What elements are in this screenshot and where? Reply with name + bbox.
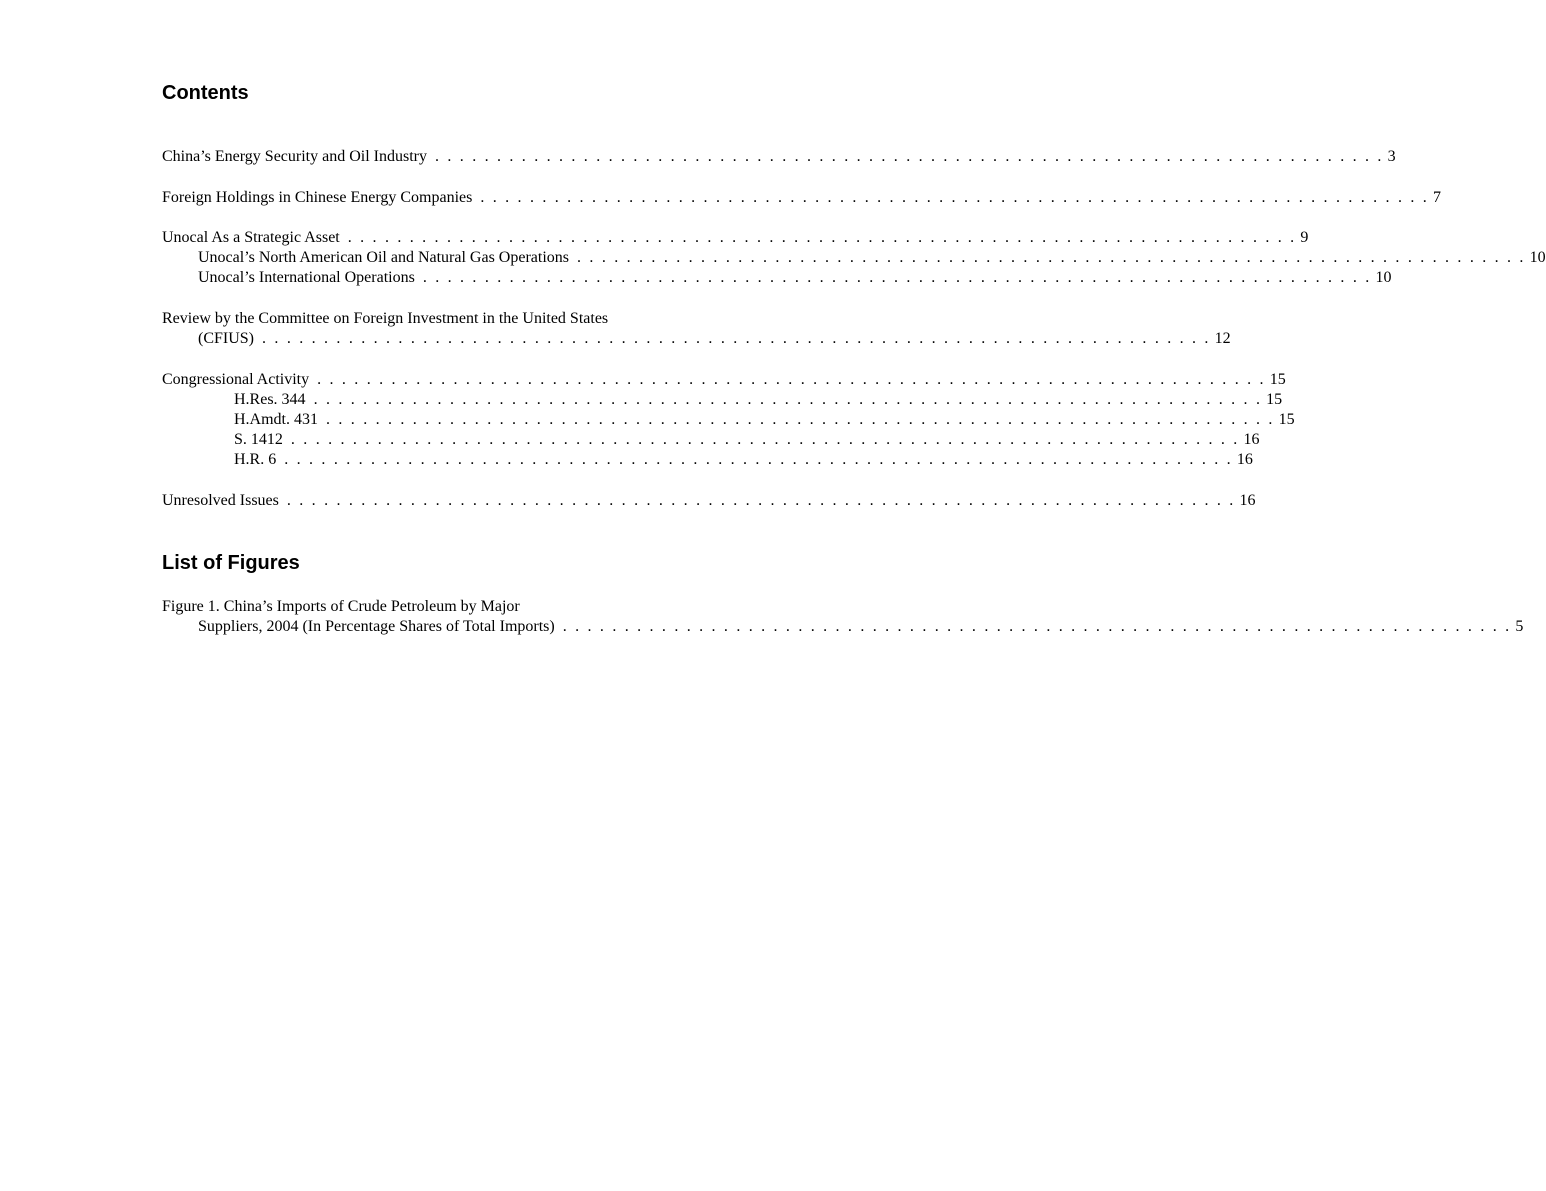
dot-leader: . . . . . . . . . . . . . . . . . . . . . . . . . . . . . . . . . . . . . . . . . . . . . . . . . . . . . . . . . . . . . . . . . . . . . . . . . . . . .: [284, 451, 1233, 468]
dot-leader: . . . . . . . . . . . . . . . . . . . . . . . . . . . . . . . . . . . . . . . . . . . . . . . . . . . . . . . . . . . . . . . . . . . . . . . . . . . . .: [422, 269, 1372, 286]
toc-entry[interactable]: [162, 188, 1441, 208]
toc-entry-label: (CFIUS): [198, 330, 255, 347]
figure-entry-first-line[interactable]: Figure 1. China’s Imports of Crude Petroleum by Major: [162, 598, 520, 615]
toc-entry[interactable]: [162, 147, 1396, 167]
toc-entry-label: Unresolved Issues: [162, 492, 279, 509]
toc-subentry[interactable]: [234, 450, 1253, 470]
figure-entry-label: Suppliers, 2004 (In Percentage Shares of Total Imports): [198, 618, 555, 635]
toc-page-number: 3: [1387, 148, 1396, 165]
toc-entry-label: Foreign Holdings in Chinese Energy Companies: [162, 189, 473, 206]
dot-leader: . . . . . . . . . . . . . . . . . . . . . . . . . . . . . . . . . . . . . . . . . . . . . . . . . . . . . . . . . . . . . . . . . . . . . . . . . . . . .: [286, 492, 1236, 509]
dot-leader: . . . . . . . . . . . . . . . . . . . . . . . . . . . . . . . . . . . . . . . . . . . . . . . . . . . . . . . . . . . . . . . . . . . . . . . . . . . . .: [577, 249, 1526, 266]
toc-page-number: 15: [1278, 411, 1295, 428]
toc-page-number: 16: [1239, 492, 1256, 509]
toc-entry-label: Unocal As a Strategic Asset: [162, 229, 340, 246]
dot-leader: . . . . . . . . . . . . . . . . . . . . . . . . . . . . . . . . . . . . . . . . . . . . . . . . . . . . . . . . . . . . . . . . . . . . . . . . . . . . .: [435, 148, 1384, 165]
dot-leader: . . . . . . . . . . . . . . . . . . . . . . . . . . . . . . . . . . . . . . . . . . . . . . . . . . . . . . . . . . . . . . . . . . . . . . . . . . . . .: [347, 229, 1297, 246]
toc-entry-label: Unocal’s International Operations: [198, 269, 415, 286]
toc-entry-label: H.R. 6: [234, 451, 277, 468]
toc-page-number: 10: [1529, 249, 1546, 266]
figures-heading: List of Figures: [162, 552, 300, 574]
toc-page-number: 16: [1236, 451, 1253, 468]
dot-leader: . . . . . . . . . . . . . . . . . . . . . . . . . . . . . . . . . . . . . . . . . . . . . . . . . . . . . . . . . . . . . . . . . . . . . . . . . . . . .: [326, 411, 1275, 428]
toc-page-number: 15: [1266, 391, 1283, 408]
toc-page-number: 16: [1243, 431, 1260, 448]
dot-leader: . . . . . . . . . . . . . . . . . . . . . . . . . . . . . . . . . . . . . . . . . . . . . . . . . . . . . . . . . . . . . . . . . . . . . . . . . . . . .: [290, 431, 1240, 448]
toc-entry-label: S. 1412: [234, 431, 283, 448]
figure-page-number: 5: [1515, 618, 1524, 635]
toc-entry[interactable]: [162, 370, 1286, 390]
toc-subentry[interactable]: [234, 410, 1295, 430]
toc-entry-label: H.Amdt. 431: [234, 411, 318, 428]
toc-page-number: 10: [1375, 269, 1392, 286]
toc-entry-label: Unocal’s North American Oil and Natural Gas Operations: [198, 249, 570, 266]
toc-entry-label: H.Res. 344: [234, 391, 306, 408]
dot-leader: . . . . . . . . . . . . . . . . . . . . . . . . . . . . . . . . . . . . . . . . . . . . . . . . . . . . . . . . . . . . . . . . . . . . . . . . . . . . .: [562, 618, 1512, 635]
toc-subentry[interactable]: [198, 248, 1546, 268]
toc-entry-label: China’s Energy Security and Oil Industry: [162, 148, 427, 165]
toc-subentry[interactable]: [234, 430, 1260, 450]
toc-entry-label: Congressional Activity: [162, 371, 310, 388]
toc-entry-first-line[interactable]: Review by the Committee on Foreign Investment in the United States: [162, 310, 609, 327]
toc-entry[interactable]: [198, 329, 1231, 349]
dot-leader: . . . . . . . . . . . . . . . . . . . . . . . . . . . . . . . . . . . . . . . . . . . . . . . . . . . . . . . . . . . . . . . . . . . . . . . . . . . . .: [317, 371, 1266, 388]
dot-leader: . . . . . . . . . . . . . . . . . . . . . . . . . . . . . . . . . . . . . . . . . . . . . . . . . . . . . . . . . . . . . . . . . . . . . . . . . . . . .: [480, 189, 1429, 206]
dot-leader: . . . . . . . . . . . . . . . . . . . . . . . . . . . . . . . . . . . . . . . . . . . . . . . . . . . . . . . . . . . . . . . . . . . . . . . . . . . . .: [262, 330, 1211, 347]
dot-leader: . . . . . . . . . . . . . . . . . . . . . . . . . . . . . . . . . . . . . . . . . . . . . . . . . . . . . . . . . . . . . . . . . . . . . . . . . . . . .: [313, 391, 1263, 408]
toc-entry[interactable]: [162, 228, 1309, 248]
toc-subentry[interactable]: [198, 268, 1392, 288]
toc-page-number: 7: [1432, 189, 1441, 206]
contents-heading: Contents: [162, 82, 249, 104]
toc-page-number: 9: [1300, 229, 1309, 246]
toc-subentry[interactable]: [234, 390, 1283, 410]
figure-entry[interactable]: [198, 617, 1524, 637]
toc-page-number: 12: [1214, 330, 1231, 347]
toc-entry[interactable]: [162, 491, 1256, 511]
toc-page-number: 15: [1269, 371, 1286, 388]
